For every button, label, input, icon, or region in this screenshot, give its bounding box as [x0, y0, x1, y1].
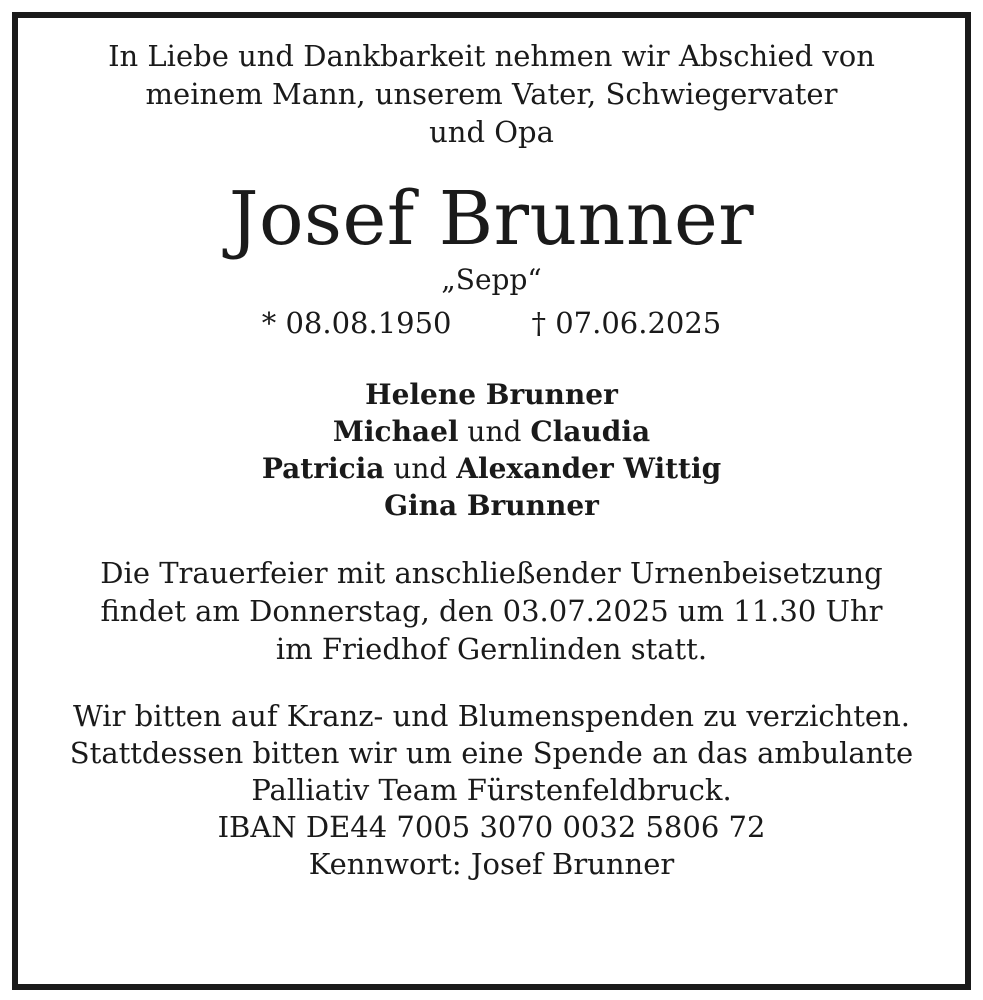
obituary-content — [18, 18, 965, 984]
obituary-frame — [12, 12, 971, 990]
request-line-1: Wir bitten auf Kranz- und Blumenspenden zu verzichten. — [73, 699, 910, 733]
family-line-4: Gina Brunner — [384, 489, 599, 522]
ceremony-line-1: Die Trauerfeier mit anschließender Urnenbeisetzung — [100, 556, 883, 590]
donation-request — [18, 698, 965, 883]
family-name-alexander: Alexander Wittig — [456, 452, 722, 485]
family-name-patricia: Patricia — [261, 452, 385, 485]
death-date: † 07.06.2025 — [531, 306, 722, 340]
deceased-nickname: „Sepp“ — [441, 263, 542, 296]
intro-line-3: und Opa — [429, 115, 554, 149]
family-line-2 — [18, 413, 965, 450]
request-line-2: Stattdessen bitten wir um eine Spende an das ambulante — [69, 736, 914, 770]
request-line-3: Palliativ Team Fürstenfeldbruck. — [251, 773, 732, 807]
iban: IBAN DE44 7005 3070 0032 5806 72 — [217, 810, 766, 844]
intro-line-1: In Liebe und Dankbarkeit nehmen wir Abschied von — [108, 39, 875, 73]
ceremony-line-3: im Friedhof Gernlinden statt. — [275, 632, 708, 666]
deceased-name: Josef Brunner — [228, 176, 755, 262]
family-conjunction: und — [384, 452, 457, 485]
ceremony-line-2: findet am Donnerstag, den 03.07.2025 um 11.30 Uhr — [100, 594, 883, 628]
family-name-claudia: Claudia — [530, 415, 651, 448]
birth-date: * 08.08.1950 — [261, 306, 452, 340]
keyword: Kennwort: Josef Brunner — [308, 847, 675, 881]
intro-line-2: meinem Mann, unserem Vater, Schwiegervater — [145, 77, 838, 111]
family-line-3 — [18, 450, 965, 487]
family-line-1: Helene Brunner — [365, 378, 618, 411]
intro-text — [18, 37, 965, 151]
family-name-michael: Michael — [332, 415, 459, 448]
ceremony-text — [18, 554, 965, 668]
family-names — [18, 376, 965, 524]
family-conjunction: und — [458, 415, 531, 448]
life-dates — [18, 304, 965, 342]
